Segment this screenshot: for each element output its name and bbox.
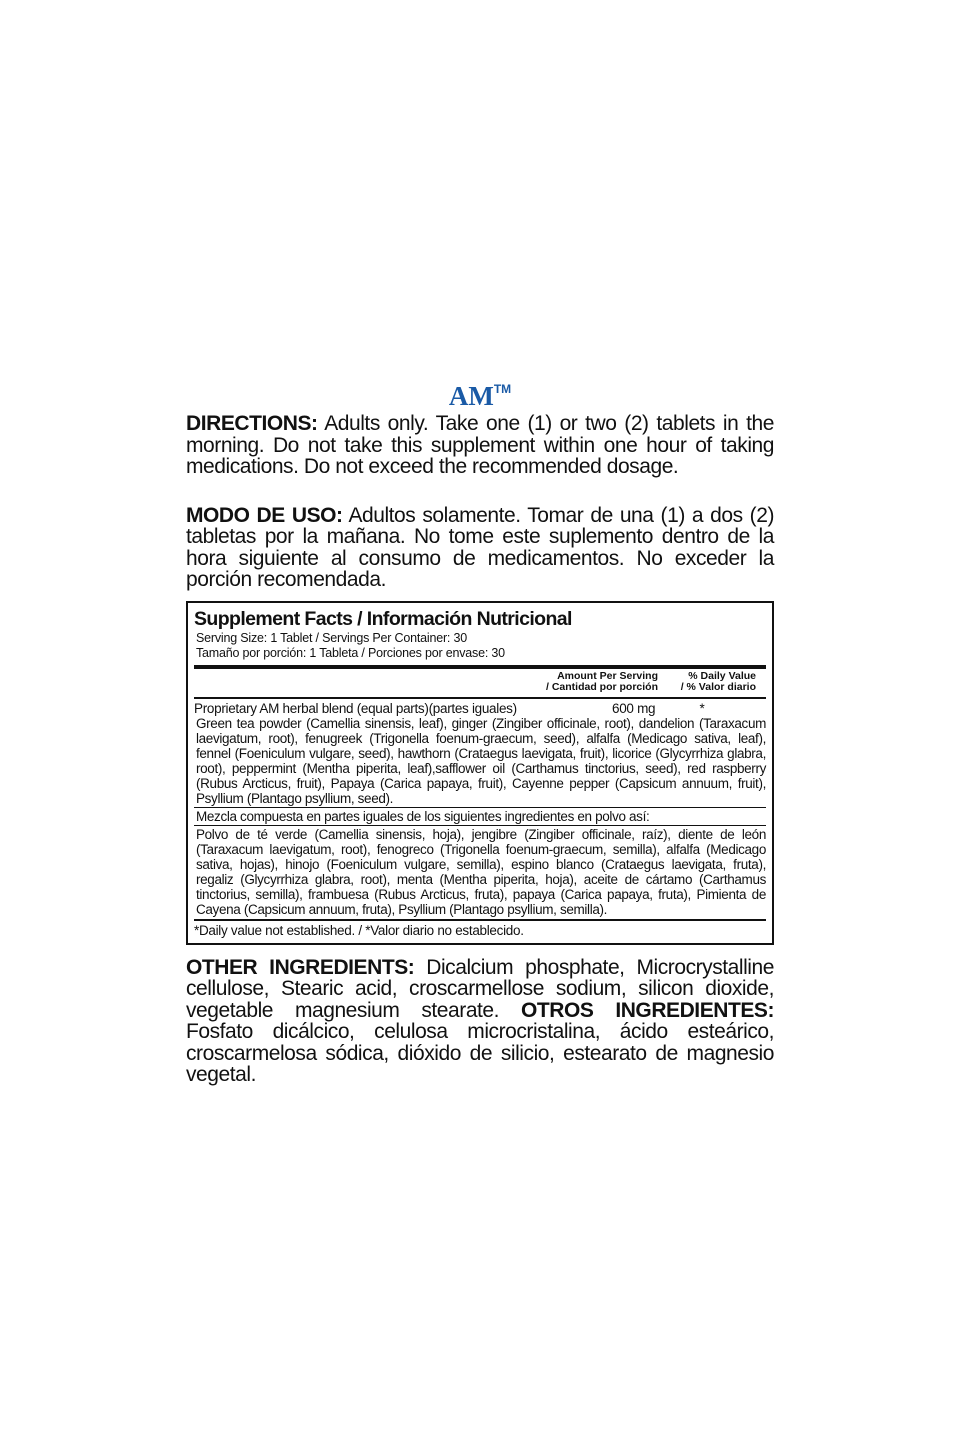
ingredients-spanish: Polvo de té verde (Camellia sinensis, hoja), jengibre (Zingiber officinale, raíz), diente de león (Taraxacum laevigatum, root), fenogreco (Trigonella foenum-graecum, semilla), alfalfa (Medicago sativa, hojas), hinojo (Foeniculum vulgare, semilla), espino blanco (Crataegus laevigata, fruta), regaliz (Glycyrrhiza glabra, root), menta (Mentha piperita, hoja), aceite de cártamo (Carthamus tinctorius, semilla), frambuesa (Rubus Arcticus, fruta), papaya (Carica papaya, fruta), Pimienta de Cayena (Capsicum annuum, fruta), Psyllium (Plantago psyllium, semilla). (196, 826, 766, 917)
blend-name: Proprietary AM herbal blend (equal parts)(partes iguales) (194, 700, 517, 716)
supplement-label (186, 372, 774, 1086)
supplement-facts-panel (186, 601, 774, 945)
footnote-divider (194, 919, 766, 921)
directions-label: DIRECTIONS: (186, 412, 318, 435)
ingredients-english: Green tea powder (Camellia sinensis, leaf), ginger (Zingiber officinale, root), dandelion (Taraxacum laevigatum, root), fenugreek (Trigonella foenum-graecum, seed), alfalfa (Medicago sativa, leaf), fennel (Foeniculum vulgare, seed), hawthorn (Crataegus laevigata, fruit), licorice (Glycyrrhiza glabra, root), peppermint (Mentha piperita, leaf),safflower oil (Carthamus tinctorius, seed), red raspberry (Rubus Arcticus, fruit), Papaya (Carica papaya, fruit), Cayenne pepper (Capsicum annuum, fruit), Psyllium (Plantago psyllium, seed). (196, 715, 766, 806)
blend-daily-value: * (699, 700, 705, 716)
thin-divider (194, 807, 766, 808)
serving-size-en: Serving Size: 1 Tablet / Servings Per Container: 30 (196, 630, 467, 645)
product-name (186, 372, 774, 413)
otros-ingredientes-text: Fosfato dicálcico, celulosa microcristalina, ácido esteárico, croscarmelosa sódica, dióxido de silicio, estearato de magnesio vegetal. (186, 1020, 774, 1086)
blend-amount: 600 mg (612, 700, 656, 716)
amount-header-line2: / Cantidad por porción (546, 681, 658, 693)
other-ingredients-label: OTHER INGREDIENTS: (186, 955, 415, 979)
amount-header (498, 671, 658, 694)
blend-row (194, 701, 766, 716)
other-ingredients-paragraph (186, 957, 774, 1086)
directions-paragraph (186, 413, 774, 478)
otros-ingredientes-label: OTROS INGREDIENTES: (520, 998, 774, 1022)
modo-de-uso-label: MODO DE USO: (186, 503, 343, 527)
other-ingredients-text: Dicalcium phosphate, Microcrystalline cellulose, Stearic acid, croscarmellose sodium, silicon dioxide, vegetable magnesium stearate. (186, 955, 774, 1022)
directions-text: Adults only. Take one (1) or two (2) tablets in the morning. Do not take this supplement within one hour of taking medications. Do not exceed the recommended dosage. (186, 412, 774, 478)
modo-de-uso-paragraph (186, 505, 774, 591)
header-divider (194, 697, 766, 699)
facts-title: Supplement Facts / Información Nutricional (194, 607, 572, 630)
daily-value-footnote: *Daily value not established. / *Valor diario no establecido. (194, 922, 524, 938)
trademark-symbol: TM (493, 382, 512, 396)
blend-name-spanish: Mezcla compuesta en partes iguales de los siguientes ingredientes en polvo así: (196, 808, 650, 824)
column-headers (194, 669, 766, 695)
dv-header-line2: / % Valor diario (680, 681, 756, 693)
amount-header-line1: Amount Per Serving (557, 669, 658, 682)
dv-header-line1: % Daily Value (688, 669, 756, 682)
thin-divider-2 (194, 825, 766, 826)
product-name-text: AM (448, 381, 494, 411)
daily-value-header (676, 671, 756, 694)
serving-size-es: Tamaño por porción: 1 Tableta / Porciones por envase: 30 (196, 645, 505, 660)
modo-de-uso-text: Adultos solamente. Tomar de una (1) a dos (2) tabletas por la mañana. No tome este suplemento dentro de la hora siguiente al consumo de medicamentos. No exceder la porción recomendada. (186, 503, 774, 591)
